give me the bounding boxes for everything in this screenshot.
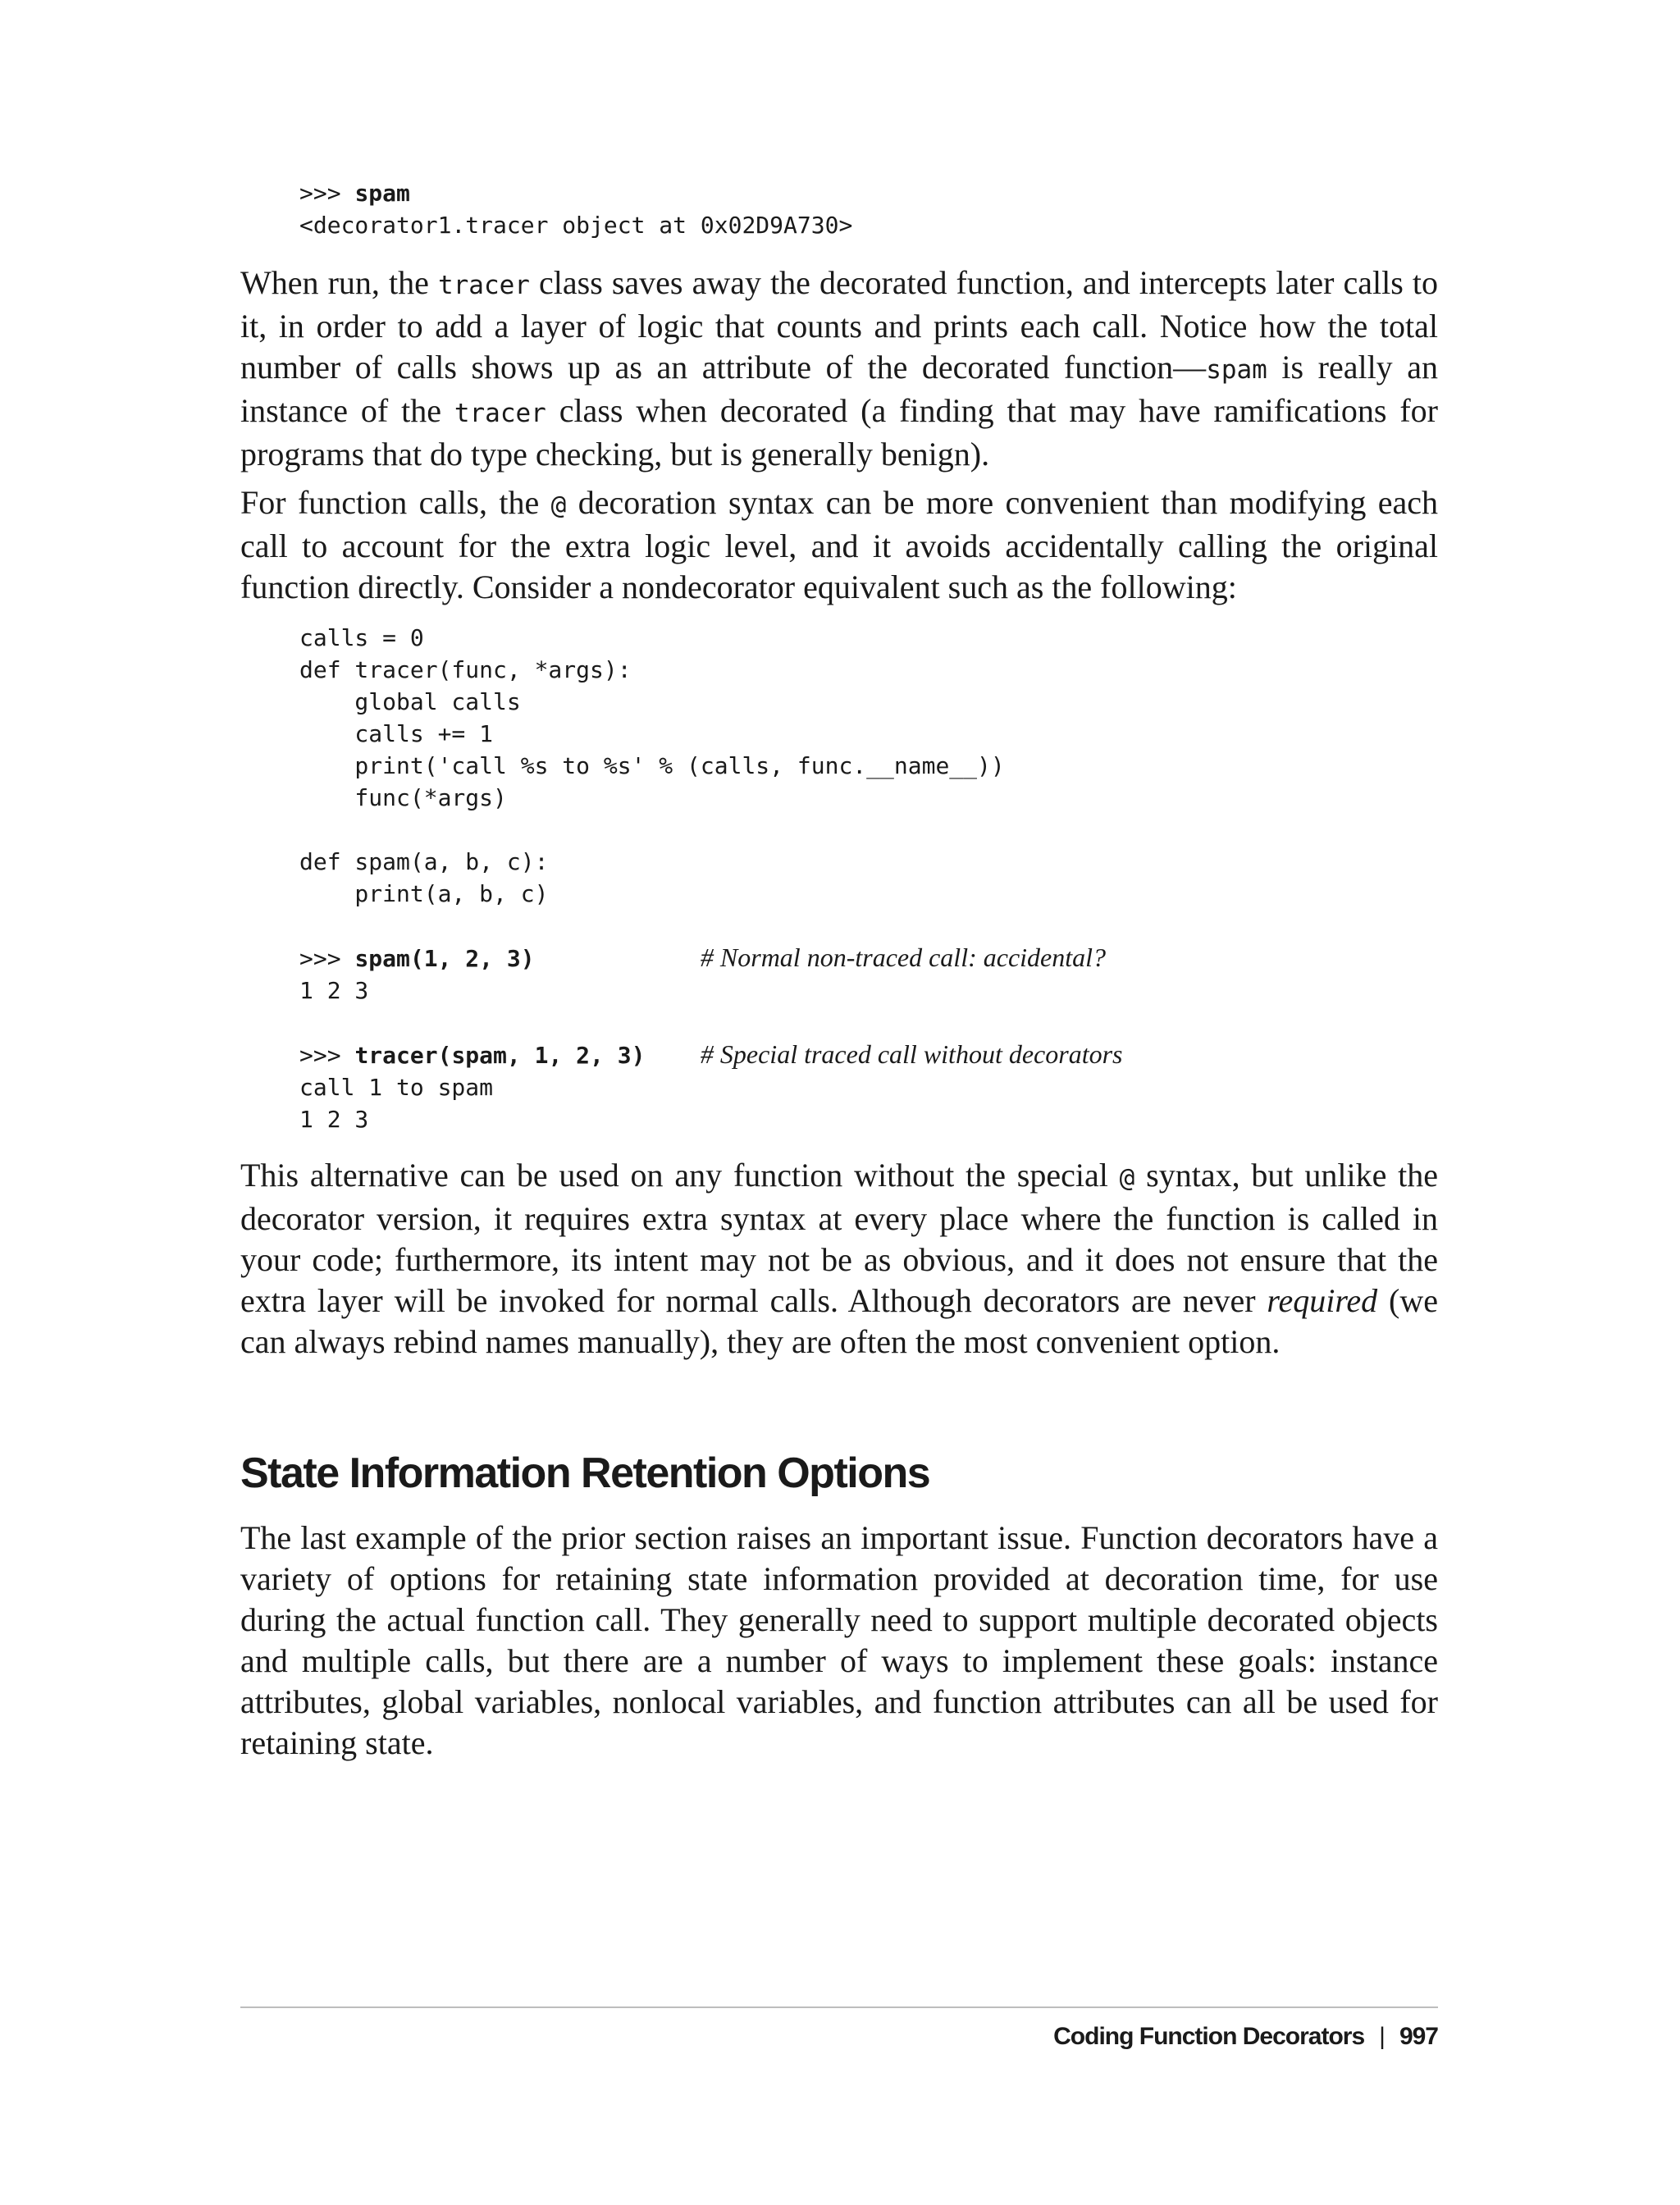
paragraph-alternative: [240, 1155, 1438, 1363]
code-output: <decorator1.tracer object at 0x02D9A730>: [299, 212, 853, 239]
code-block-main: [240, 622, 1438, 1135]
code-line: calls = 0: [299, 624, 424, 651]
code-line: global calls: [299, 688, 521, 715]
text-run: For function calls, the: [240, 484, 551, 521]
code-prompt: >>>: [299, 180, 355, 207]
text-run: This alternative can be used on any function without the special: [240, 1157, 1120, 1194]
paragraph-state-retention: The last example of the prior section raises an important issue. Function decorators have a variety of options for retaining state information provided at decoration time, for use during the actual function call. They generally need to support multiple decorated objects and multiple calls, but there are a number of ways to implement these goals: instance attributes, global variables, nonlocal variables, and function attributes can all be used for retaining state.: [240, 1519, 1438, 1761]
paragraph-tracer-explanation: [240, 262, 1438, 475]
footer-rule: [240, 2006, 1438, 2008]
text-run: When run, the: [240, 264, 438, 301]
code-output: call 1 to spam: [299, 1074, 494, 1101]
code-listing-nondecorator: [240, 622, 1438, 942]
emphasis-required: required: [1267, 1282, 1378, 1319]
code-comment: # Special traced call without decorators: [700, 1039, 1123, 1069]
code-command: spam(1, 2, 3): [354, 945, 535, 972]
code-listing: [240, 177, 1438, 241]
section-heading: State Information Retention Options: [240, 1449, 930, 1497]
code-listing-calls: [240, 942, 1438, 1135]
text-run: decoration syntax can be more convenient than modifying each call to account for the extra logic level, and it avoids accidentally calling the original function directly. Consider a nondecorator equivalent such as the following:: [240, 484, 1438, 605]
code-line: print('call %s to %s' % (calls, func.__name__)): [299, 752, 1005, 779]
page-number: 997: [1399, 2023, 1438, 2050]
code-command: tracer(spam, 1, 2, 3): [354, 1042, 646, 1069]
text-run: class when decorated (a finding that may have ramifications for programs that do type checking, but is generally benign).: [240, 392, 1438, 472]
footer-separator: |: [1379, 2023, 1385, 2050]
text-run: (we can always rebind names manually), they are often the most convenient option.: [240, 1282, 1438, 1360]
code-padding: [645, 1042, 700, 1069]
code-line: def spam(a, b, c):: [299, 848, 549, 875]
text-run: class saves away the decorated function, and intercepts later calls to it, in order to add a layer of logic that counts and prints each call. Notice how the total number of calls shows up as an attribute of the decorated function—: [240, 264, 1438, 386]
code-prompt: >>>: [299, 1042, 355, 1069]
page-footer: [240, 2023, 1438, 2051]
code-padding: [535, 945, 701, 972]
inline-code-tracer: tracer: [454, 399, 546, 428]
inline-code-tracer: tracer: [437, 271, 530, 300]
text-run: syntax, but unlike the decorator version, it requires extra syntax at every place where the function is called in your code; furthermore, its intent may not be as obvious, and it does not ensure that the extra layer will be invoked for normal calls. Although decorators are never: [240, 1157, 1439, 1319]
paragraph-decoration-syntax: [240, 482, 1438, 608]
code-line: func(*args): [299, 784, 507, 811]
code-line: print(a, b, c): [299, 880, 549, 907]
text-run: is really an instance of the: [240, 349, 1438, 429]
code-command: spam: [354, 180, 410, 207]
code-output: 1 2 3: [299, 1106, 369, 1133]
inline-code-spam: spam: [1206, 355, 1267, 385]
code-comment: # Normal non-traced call: accidental?: [700, 943, 1107, 972]
inline-code-at: @: [1119, 1163, 1135, 1193]
inline-code-at: @: [550, 491, 567, 520]
footer-chapter-title: Coding Function Decorators: [1053, 2023, 1365, 2050]
code-block-top: [240, 177, 1438, 241]
code-line: def tracer(func, *args):: [299, 656, 632, 683]
code-output: 1 2 3: [299, 977, 369, 1004]
code-prompt: >>>: [299, 945, 355, 972]
code-line: calls += 1: [299, 720, 494, 747]
